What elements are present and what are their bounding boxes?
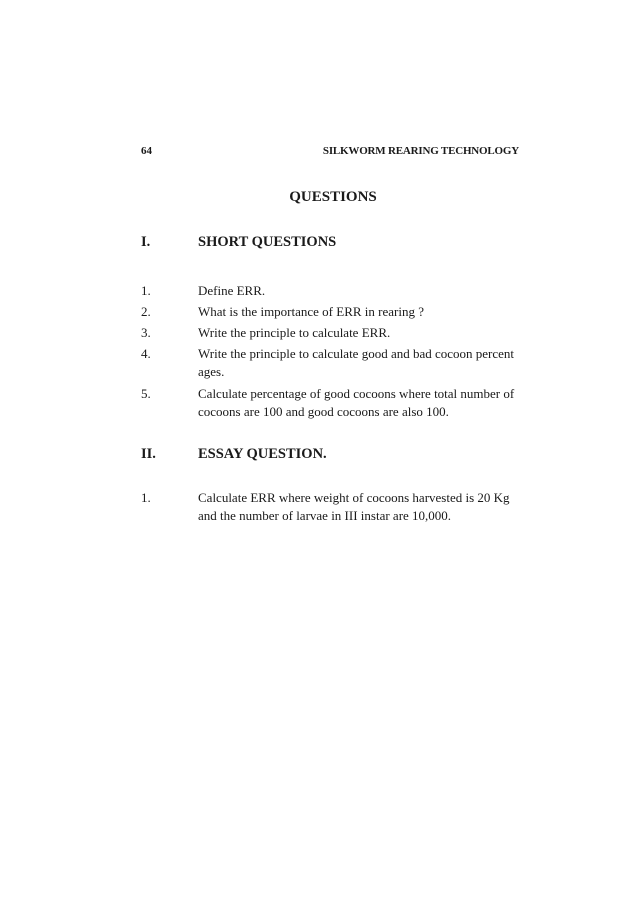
section-title: ESSAY QUESTION. [198,446,327,462]
section-number: II. [141,446,156,462]
item-number: 1. [141,283,151,298]
item-number: 5. [141,386,151,401]
item-number: 1. [141,490,151,505]
section-heading-essay-question [141,446,519,466]
section-number: I. [141,234,151,250]
item-number: 2. [141,304,151,319]
item-text: What is the importance of ERR in rearing ? [198,304,424,319]
item-text: Define ERR. [198,283,266,298]
running-header [141,145,519,161]
item-text: Write the principle to calculate ERR. [198,325,391,340]
item-text: Calculate percentage of good cocoons where total number of cocoons are 100 and good cocoons are also 100. [198,386,515,419]
section-title: SHORT QUESTIONS [198,234,337,250]
item-number: 4. [141,346,151,361]
section-heading-short-questions [141,234,519,254]
page-number: 64 [141,145,152,157]
item-number: 3. [141,325,151,340]
book-title: SILKWORM REARING TECHNOLOGY [322,145,519,157]
item-text: Calculate ERR where weight of cocoons harvested is 20 Kg and the number of larvae in III instar are 10,000. [198,490,510,523]
page-title: QUESTIONS [289,189,377,205]
item-text: Write the principle to calculate good and bad cocoon percent ages. [198,346,515,379]
